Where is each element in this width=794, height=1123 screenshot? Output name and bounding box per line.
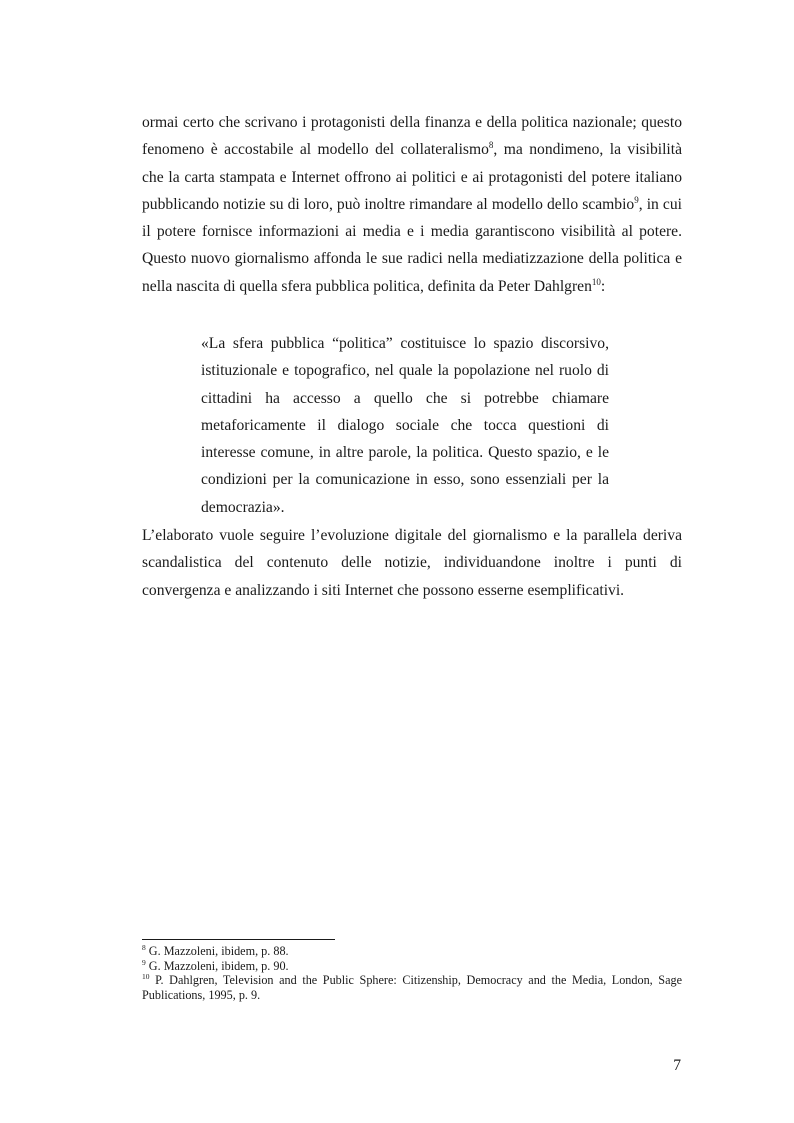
body-paragraph bbox=[142, 109, 682, 300]
body-text-part-2: , ma nondimeno, la visibilità che la carta stampata e Internet offrono ai politici e ai protagonisti del potere italiano pubblicando notizie su di loro, può inoltre rimandare al modello dello scambio bbox=[142, 141, 682, 213]
footnote-ref-8[interactable]: 8 bbox=[488, 140, 494, 151]
footnote-8 bbox=[142, 944, 682, 959]
footnote-ref-10[interactable]: 10 bbox=[591, 276, 601, 287]
footnote-text: G. Mazzoleni, ibidem, p. 90. bbox=[145, 958, 289, 973]
body-text-part-1: ormai certo che scrivano i protagonisti della finanza e della politica nazionale; questo fenomeno è accostabile al modello del collateralismo bbox=[142, 114, 682, 159]
conclusion-paragraph: L’elaborato vuole seguire l’evoluzione digitale del giornalismo e la parallela deriva scandalistica del contenuto delle notizie, individuandone inoltre i punti di convergenza e analizzando i siti Internet che possono esserne esemplificativi. bbox=[142, 527, 682, 599]
footnote-10 bbox=[142, 973, 682, 1002]
footnote-separator bbox=[142, 939, 335, 940]
footnote-text: P. Dahlgren, Television and the Public Sphere: Citizenship, Democracy and the Media, London, Sage Publications, 1995, p. 9. bbox=[142, 973, 682, 1002]
body-text-part-4: : bbox=[600, 277, 606, 295]
body-text-part-3: , in cui il potere fornisce informazioni ai media e i media garantiscono visibilità al potere. Questo nuovo giornalismo affonda le sue radici nella mediatizzazione della politica e nella nascita di quella sfera pubblica politica, definita da Peter Dahlgren bbox=[142, 195, 682, 295]
footnotes bbox=[142, 944, 682, 1002]
footnote-text: G. Mazzoleni, ibidem, p. 88. bbox=[145, 944, 289, 958]
footnote-ref-9[interactable]: 9 bbox=[634, 194, 639, 205]
footnote-number: 9 bbox=[142, 957, 146, 967]
block-quote: «La sfera pubblica “politica” costituisce lo spazio discorsivo, istituzionale e topografico, nel quale la popolazione nel ruolo di cittadini ha accesso a quello che si potrebbe chiamare metaforicamente il dialogo sociale che tocca questioni di interesse comune, in altre parole, la politica. Questo spazio, e le condizioni per la comunicazione in esso, sono essenziali per la democrazia». bbox=[201, 335, 609, 516]
page-number: 7 bbox=[673, 1057, 681, 1074]
footnote-number: 8 bbox=[142, 942, 146, 952]
footnote-9 bbox=[142, 959, 682, 974]
footnote-number: 10 bbox=[142, 972, 150, 982]
